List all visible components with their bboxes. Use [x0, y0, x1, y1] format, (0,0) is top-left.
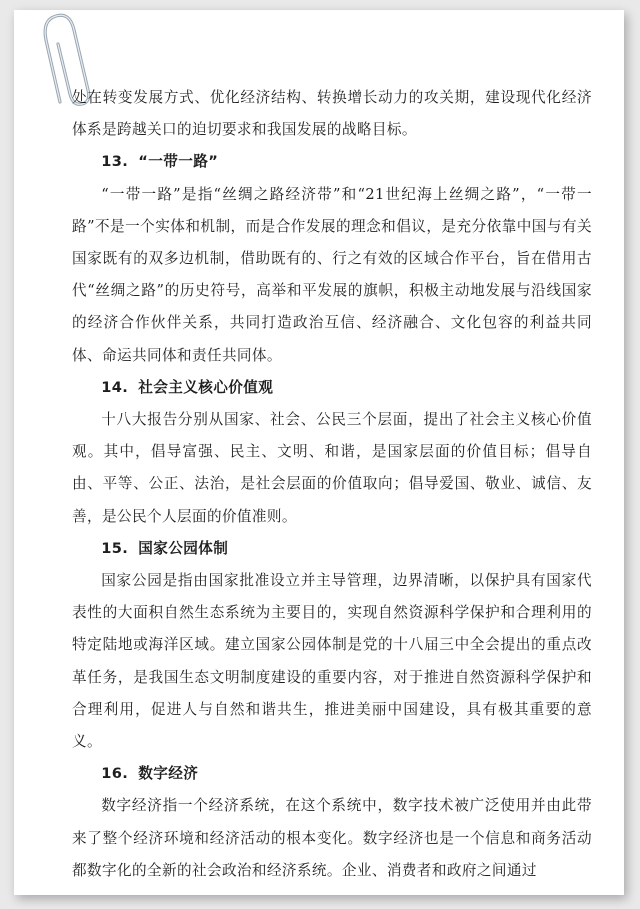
- section-paragraph: 国家公园是指由国家批准设立并主导管理，边界清晰，以保护具有国家代表性的大面积自然生态系统为主要目的，实现自然资源科学保护和合理利用的特定陆地或海洋区域。建立国家公园体制是党的十八届三中全会提出的重点改革任务，是我国生态文明制度建设的重要内容，对于推进自然资源科学保护和合理利用，促进人与自然和谐共生，推进美丽中国建设，具有极其重要的意义。: [72, 572, 592, 751]
- section-16: [72, 758, 592, 887]
- section-title: 国家公园体制: [138, 539, 229, 557]
- section-14: [72, 372, 592, 533]
- section-15: [72, 533, 592, 758]
- section-paragraph: “一带一路”是指“丝绸之路经济带”和“21世纪海上丝绸之路”，“一带一路”不是一个实体和机制，而是合作发展的理念和倡议，是充分依靠中国与有关国家既有的双多边机制，借助既有的、行之有效的区域合作平台，旨在借用古代“丝绸之路”的历史符号，高举和平发展的旗帜，积极主动地发展与沿线国家的经济合作伙伴关系，共同打造政治互信、经济融合、文化包容的利益共同体、命运共同体和责任共同体。: [72, 185, 592, 364]
- document-body: [72, 82, 592, 887]
- section-heading: [72, 758, 592, 790]
- section-title: 社会主义核心价值观: [138, 378, 274, 396]
- section-13: [72, 146, 592, 371]
- section-heading: [72, 372, 592, 404]
- section-paragraph: 十八大报告分别从国家、社会、公民三个层面，提出了社会主义核心价值观。其中，倡导富强、民主、文明、和谐，是国家层面的价值目标；倡导自由、平等、公正、法治，是社会层面的价值取向；倡导爱国、敬业、诚信、友善，是公民个人层面的价值准则。: [72, 411, 592, 525]
- section-paragraph: 数字经济指一个经济系统，在这个系统中，数字技术被广泛使用并由此带来了整个经济环境和经济活动的根本变化。数字经济也是一个信息和商务活动都数字化的全新的社会政治和经济系统。企业、消费者和政府之间通过: [72, 797, 592, 879]
- section-number: 15.: [101, 539, 129, 557]
- section-heading: [72, 533, 592, 565]
- section-number: 16.: [101, 765, 129, 783]
- section-title: “一带一路”: [138, 153, 219, 171]
- section-heading: [72, 146, 592, 178]
- section-number: 14.: [101, 378, 129, 396]
- section-number: 13.: [101, 153, 129, 171]
- intro-paragraph: 处在转变发展方式、优化经济结构、转换增长动力的攻关期，建设现代化经济体系是跨越关口的迫切要求和我国发展的战略目标。: [72, 89, 592, 139]
- document-page: [14, 10, 624, 895]
- section-title: 数字经济: [138, 765, 199, 783]
